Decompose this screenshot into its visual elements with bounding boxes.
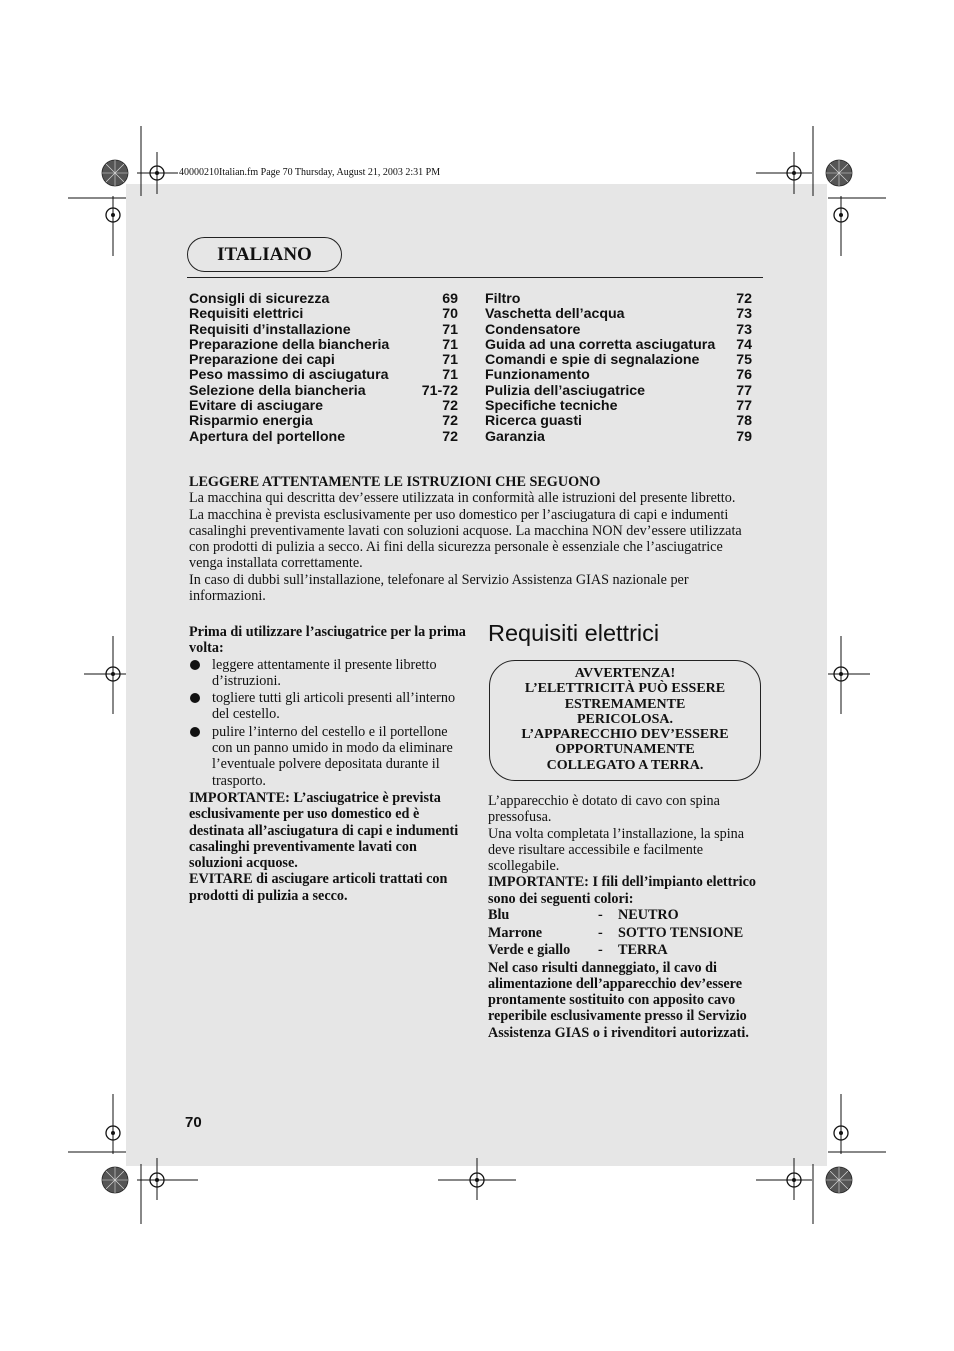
intro-paragraph: In caso di dubbi sull’installazione, telefonare al Servizio Assistenza GIAS nazionale per informazioni. [189,571,689,605]
toc-entry-title: Funzionamento [485,367,590,384]
toc-entry [189,430,458,445]
bullet-icon [190,693,200,703]
toc-entry-title: Specifiche tecniche [485,398,618,415]
language-label: ITALIANO [187,237,342,272]
toc-entry-title: Guida ad una corretta asciugatura [485,336,716,353]
list-item: leggere attentamente il presente libretto d’istruzioni. [189,657,466,690]
toc-entry-page: 72 [736,291,752,307]
first-use-section [189,624,466,904]
warning-line: COLLEGATO A TERRA. [546,757,704,773]
toc-entry-page: 72 [442,398,458,415]
toc-entry-title: Apertura del portellone [189,428,346,445]
electrical-section [488,793,768,1041]
toc-entry-page: 76 [736,367,752,384]
toc-entry [485,368,752,383]
warning-line: L’ELETTRICITÀ PUÒ ESSERE [524,681,726,697]
toc-entry [189,338,458,353]
section-title: Requisiti elettrici [488,620,660,646]
bullet-icon [190,727,200,737]
toc-entry-title: Condensatore [485,321,581,338]
first-use-list [189,657,466,789]
electrical-paragraph: L’apparecchio è dotato di cavo con spina pressofusa. [488,793,720,826]
warning-line: PERICOLOSA. [576,711,674,727]
toc-entry-title: Requisiti elettrici [189,306,304,323]
toc-entry-page: 73 [736,306,752,323]
bullet-icon [190,660,200,670]
intro-section [189,474,745,604]
toc-entry [485,384,752,399]
header-rule [187,277,763,278]
toc-entry [485,338,752,353]
warning-line: ESTREMAMENTE [564,696,686,712]
toc-entry-title: Risparmio energia [189,413,313,430]
toc-entry-page: 79 [736,428,752,445]
important-note: IMPORTANTE: L’asciugatrice è prevista esclusivamente per uso domestico ed è destinata all’asciugatura di capi e indumenti casalinghi preventivamente lavati con soluzioni acquose. [189,789,459,872]
intro-paragraph: La macchina qui descritta dev’essere utilizzata in conformità alle istruzioni del presente libretto. La macchina è prevista esclusivamente per uso domestico per l’asciugatura di capi e indumenti casalinghi preventivamente lavati con soluzioni acquose. La macchina NON dev’essere utilizzata con prodotti di pulizia a secco. Ai fini della sicurezza personale è essenziale che l’asciugatrice venga installata correttamente. [189,490,742,572]
toc-entry [189,399,458,414]
toc-entry [485,414,752,429]
electrical-paragraph: Una volta completata l’installazione, la spina deve risultare accessibile e facilmente scollegabile. [488,825,745,875]
electrical-important: IMPORTANTE: I fili dell’impianto elettrico sono dei seguenti colori: [488,874,756,907]
warning-box [489,660,761,781]
toc-entry [485,292,752,307]
toc-entry [485,323,752,338]
table-row: Marrone - SOTTO TENSIONE [488,924,744,941]
toc-entry [189,307,458,322]
toc-entry-page: 75 [736,352,752,369]
toc-entry-title: Peso massimo di asciugatura [189,367,389,384]
toc-entry-page: 77 [736,382,752,399]
warning-line: AVVERTENZA! [574,666,676,681]
toc-entry-page: 78 [736,413,752,430]
file-header-line: 40000210Italian.fm Page 70 Thursday, August 21, 2003 2:31 PM [179,167,441,178]
list-item: pulire l’interno del cestello e il portellone con un panno umido in modo da eliminare l’eventuale polvere depositata durante il trasporto. [189,724,466,789]
table-row: Blu - NEUTRO [488,907,679,924]
toc-entry-title: Ricerca guasti [485,413,582,430]
list-item: togliere tutti gli articoli presenti all’interno del cestello. [189,690,466,723]
toc-entry-title: Filtro [485,291,521,307]
toc-entry-page: 70 [442,306,458,323]
toc-entry [485,430,752,445]
toc-entry-title: Requisiti d’installazione [189,321,351,338]
warning-line: L’APPARECCHIO DEV’ESSERE [521,727,729,743]
toc-entry [485,353,752,368]
toc-entry-page: 71 [442,336,458,353]
toc-entry-page: 71 [442,321,458,338]
toc-entry [485,399,752,414]
toc-left-column [189,292,458,445]
wire-color-table [488,907,768,960]
toc-entry-title: Evitare di asciugare [189,398,324,415]
toc-entry-title: Garanzia [485,428,545,445]
page-number: 70 [185,1114,202,1131]
toc-entry-page: 71 [442,352,458,369]
toc-entry-page: 73 [736,321,752,338]
first-use-heading: Prima di utilizzare l’asciugatrice per la prima volta: [189,624,466,657]
toc-entry-title: Pulizia dell’asciugatrice [485,382,646,399]
toc-entry [189,323,458,338]
toc-entry-title: Preparazione dei capi [189,352,335,369]
damage-note: Nel caso risulti danneggiato, il cavo di alimentazione dell’apparecchio dev’essere prontamente sostituito con apposito cavo reperibile esclusivamente presso il Servizio Assistenza GIAS o i rivenditori autorizzati. [488,959,749,1041]
toc-entry-title: Selezione della biancheria [189,382,366,399]
toc-entry [189,368,458,383]
toc-entry-title: Preparazione della biancheria [189,336,390,353]
toc-entry [189,353,458,368]
table-row: Verde e giallo - TERRA [488,942,668,959]
toc-entry-page: 71 [442,367,458,384]
toc-entry [189,384,458,399]
toc-entry-page: 74 [736,336,752,353]
toc-entry-title: Vaschetta dell’acqua [485,306,625,323]
toc-right-column [485,292,752,445]
toc-entry-page: 72 [442,413,458,430]
avoid-note: EVITARE di asciugare articoli trattati con prodotti di pulizia a secco. [189,871,448,904]
toc-entry [189,292,458,307]
toc-entry-page: 72 [442,428,458,445]
intro-heading: LEGGERE ATTENTAMENTE LE ISTRUZIONI CHE SEGUONO [189,474,601,490]
toc-entry-title: Comandi e spie di segnalazione [485,352,700,369]
toc-entry-page: 71-72 [421,382,458,399]
toc-entry [189,414,458,429]
toc-entry-page: 69 [442,291,458,307]
toc-entry [485,307,752,322]
warning-line: OPPORTUNAMENTE [555,742,695,758]
toc-entry-page: 77 [736,398,752,415]
toc-entry-title: Consigli di sicurezza [189,291,330,307]
